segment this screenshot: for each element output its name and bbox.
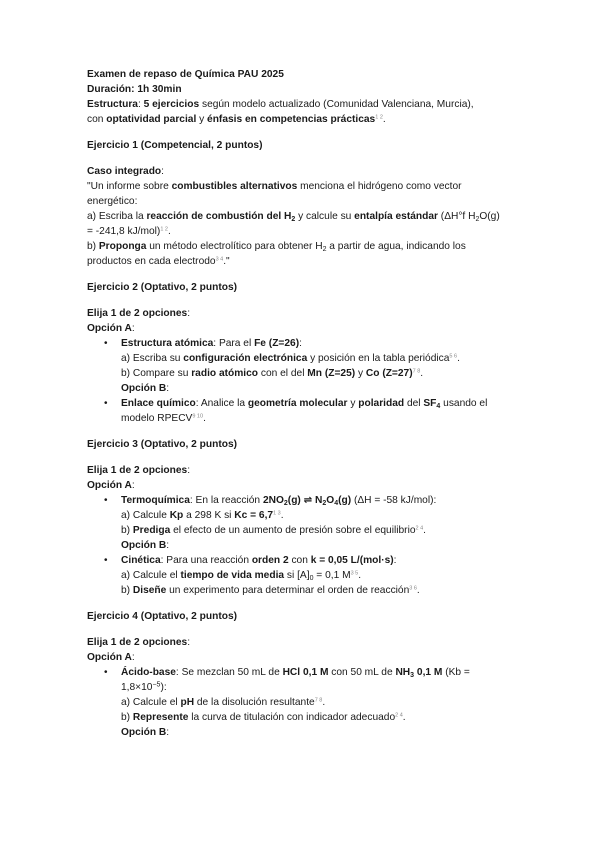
ex4-item-a-kb: (Kb = <box>442 667 470 678</box>
ex1-a-sub: 2 <box>291 216 296 223</box>
exam-title: Examen de repaso de Química PAU 2025 <box>87 69 284 80</box>
ex2-option-b <box>87 381 539 396</box>
ex3-c-end: . <box>358 570 362 581</box>
ex4-b-end: . <box>402 712 406 723</box>
ex4-option-a <box>87 650 539 665</box>
ex4-b-bold: Represente <box>132 712 189 723</box>
ex3-b-end: . <box>423 525 426 536</box>
ex3-opt-a-colon: : <box>131 480 135 491</box>
ex2-opt-a-label: Opción A <box>87 323 132 334</box>
ex4-a-bold: pH <box>180 697 195 708</box>
ex2-item-a-bold2: Fe (Z=26) <box>254 338 300 349</box>
ex1-case-line <box>87 164 539 179</box>
ex2-item-b-line-2 <box>87 411 539 426</box>
ex3-option-a <box>87 478 539 493</box>
ex4-item-a-line-2 <box>87 680 539 695</box>
ex1-b-bold: Proponga <box>98 241 147 252</box>
ex2-choose <box>87 306 539 321</box>
ex3-reaction-r1-sub: 2 <box>283 500 288 507</box>
ex1-b-mid: un método electrolítico para obtener H <box>146 241 323 252</box>
ex3-b-rest: el efecto de un aumento de presión sobre el equilibrio <box>170 525 416 536</box>
ex3-choose-text: Elija 1 de 2 opciones <box>87 465 188 476</box>
ex2-item-a-mid: : Para el <box>213 338 255 349</box>
ex2-b-bold2: Mn (Z=25) <box>307 368 356 379</box>
ex3-c-val: = 0,1 M <box>313 570 351 581</box>
citation-ref[interactable]: 2 4 <box>395 712 403 719</box>
structure-enfasis: énfasis en competencias prácticas <box>207 114 376 125</box>
ex2-item-b-mid: : Analice la <box>195 398 248 409</box>
duration-label: Duración <box>87 84 132 95</box>
ex3-reaction-r3: O <box>326 495 335 506</box>
ex3-a-pre: a) Calcule <box>121 510 170 521</box>
ex1-b-prefix: b) <box>87 241 99 252</box>
ex3-item-a <box>87 493 539 508</box>
ex2-a-end: . <box>457 353 460 364</box>
ex3-reaction-r1: 2NO <box>262 495 284 506</box>
citation-ref[interactable]: 7 8 <box>314 697 323 704</box>
ex1-case-colon: : <box>161 166 164 177</box>
ex4-a-pre: a) Calcule el <box>121 697 181 708</box>
ex2-item-b <box>87 396 539 411</box>
ex4-choose-colon: : <box>187 637 191 648</box>
bullet-icon: • <box>104 667 108 678</box>
ex1-quote-a: "Un informe sobre <box>87 181 172 192</box>
ex2-opt-b-colon: : <box>166 383 170 394</box>
ex2-item-b-sub: 4 <box>436 403 441 410</box>
ex3-a-bold2: Kc = 6,7 <box>234 510 274 521</box>
ex4-item-a-line2end: ): <box>160 682 167 693</box>
ex3-item-a-mid: : En la reacción <box>189 495 263 506</box>
ex2-item-a <box>87 336 539 351</box>
ex2-item-b-bold4: SF <box>423 398 437 409</box>
ex3-a-mid: a 298 K si <box>183 510 235 521</box>
ex1-a-sub2: 2 <box>475 216 480 223</box>
ex2-b-end: . <box>420 368 424 379</box>
ex3-item-b-mid: : Para una reacción <box>160 555 252 566</box>
structure-line <box>87 97 539 112</box>
ex1-part-b <box>87 239 539 254</box>
ex1-part-a-line-2 <box>87 224 539 239</box>
ex3-part-b <box>87 523 539 538</box>
ex2-part-b <box>87 366 539 381</box>
citation-ref[interactable]: 1 2 <box>375 114 383 121</box>
citation-ref[interactable]: 1 3 <box>273 510 281 517</box>
ex2-item-b-bold2: geometría molecular <box>247 398 348 409</box>
ex4-b-rest: la curva de titulación con indicador adecuado <box>188 712 396 723</box>
ex2-option-a <box>87 321 539 336</box>
ex4-item-a-mid: : Se mezclan 50 mL de <box>175 667 283 678</box>
ex1-quote-line <box>87 179 539 194</box>
ex2-a-pre: a) Escriba su <box>121 353 184 364</box>
ex3-a-bold: Kp <box>169 510 184 521</box>
ex4-item-a <box>87 665 539 680</box>
ex4-item-a-bold3b: 0,1 M <box>414 667 443 678</box>
ex1-b-line2: productos en cada electrodo <box>87 256 216 267</box>
ex1-a-paren2: O(g) <box>479 211 500 222</box>
ex3-option-b <box>87 538 539 553</box>
ex2-choose-text: Elija 1 de 2 opciones <box>87 308 188 319</box>
ex2-item-b-and: y <box>347 398 359 409</box>
citation-ref[interactable]: 3 4 <box>215 256 224 263</box>
ex1-b-rest: a partir de agua, indicando los <box>326 241 466 252</box>
ex2-b-pre: b) Compare su <box>121 368 192 379</box>
ex1-a-line2: = -241,8 kJ/mol) <box>87 226 161 237</box>
ex2-item-b-line2: modelo RPECV <box>121 413 193 424</box>
ex3-item-b-end: : <box>393 555 397 566</box>
ex1-a-end: . <box>167 226 171 237</box>
citation-ref[interactable]: 9 10 <box>192 413 204 420</box>
ex2-item-b-bold3: polaridad <box>358 398 405 409</box>
ex3-d-pre: b) <box>121 585 133 596</box>
ex3-part-a <box>87 508 539 523</box>
ex3-reaction-r4: (g) <box>338 495 352 506</box>
ex2-b-bold: radio atómico <box>191 368 259 379</box>
ex4-part-b <box>87 710 539 725</box>
ex1-part-a <box>87 209 539 224</box>
bullet-icon: • <box>104 398 108 409</box>
ex1-a-bold1: reacción de combustión del H <box>146 211 292 222</box>
ex4-choose <box>87 635 539 650</box>
ex4-b-pre: b) <box>121 712 133 723</box>
ex3-opt-b-label: Opción B <box>121 540 167 551</box>
structure-con: con <box>87 114 107 125</box>
ex4-item-a-exp: −5 <box>152 681 161 689</box>
ex2-item-a-bold: Estructura atómica <box>121 338 214 349</box>
ex3-c-pre: a) Calcule el <box>121 570 181 581</box>
citation-ref[interactable]: 5 6 <box>449 353 458 360</box>
ex4-title: Ejercicio 4 (Optativo, 2 puntos) <box>87 611 238 622</box>
ex2-b-mid: con el del <box>258 368 308 379</box>
ex1-b-sub: 2 <box>322 246 327 253</box>
ex2-part-a <box>87 351 539 366</box>
ex4-a-rest: de la disolución resultante <box>194 697 315 708</box>
ex3-part-d <box>87 583 539 598</box>
ex2-title: Ejercicio 2 (Optativo, 2 puntos) <box>87 282 238 293</box>
ex2-a-rest: y posición en la tabla periódica <box>307 353 450 364</box>
ex4-opt-b-label: Opción B <box>121 727 167 738</box>
ex4-a-end: . <box>322 697 326 708</box>
ex3-reaction-r3-sub: 4 <box>334 500 339 507</box>
ex2-opt-b-label: Opción B <box>121 383 167 394</box>
ex3-b-pre: b) <box>121 525 133 536</box>
citation-ref[interactable]: 3 5 <box>350 570 359 577</box>
ex1-quote-c: menciona el hidrógeno como vector <box>297 181 462 192</box>
ex3-c-mid: si [A] <box>284 570 310 581</box>
structure-end: . <box>382 114 386 125</box>
ex2-item-b-rest: usando el <box>440 398 488 409</box>
ex3-reaction-r2: (g) ⇌ N <box>287 495 323 506</box>
ex3-opt-a-label: Opción A <box>87 480 132 491</box>
ex3-b-bold: Prediga <box>132 525 171 536</box>
ex2-choose-colon: : <box>187 308 191 319</box>
ex1-quote-b: combustibles alternativos <box>171 181 298 192</box>
ex1-a-prefix: a) Escriba la <box>87 211 147 222</box>
ex3-d-end: . <box>416 585 420 596</box>
ex3-opt-b-colon: : <box>166 540 170 551</box>
bullet-icon: • <box>104 555 108 566</box>
ex4-item-a-bold: Ácido-base <box>121 667 176 678</box>
ex4-opt-a-colon: : <box>131 652 135 663</box>
citation-ref[interactable]: 3 6 <box>409 585 417 592</box>
ex1-b-end: ." <box>223 256 230 267</box>
ex1-a-bold2: entalpía estándar <box>354 211 438 222</box>
structure-and: y <box>196 114 208 125</box>
ex3-c-sub: 0 <box>309 575 314 582</box>
duration-line <box>87 82 539 97</box>
ex1-title: Ejercicio 1 (Competencial, 2 puntos) <box>87 140 263 151</box>
ex1-quote-line-2: energético: <box>87 196 138 207</box>
structure-line-2 <box>87 112 539 127</box>
ex1-a-mid: y calcule su <box>295 211 355 222</box>
ex1-a-paren: (ΔH°f H <box>437 211 476 222</box>
ex2-item-b-end: . <box>203 413 206 424</box>
citation-ref[interactable]: 2 4 <box>415 525 424 532</box>
structure-colon: : <box>137 99 144 110</box>
structure-rest: según modelo actualizado (Comunidad Valenciana, Murcia), <box>199 99 474 110</box>
ex3-item-a-dh: (ΔH = -58 kJ/mol): <box>351 495 437 506</box>
ex3-d-bold: Diseñe <box>132 585 167 596</box>
ex4-opt-b-colon: : <box>166 727 170 738</box>
ex3-title: Ejercicio 3 (Optativo, 2 puntos) <box>87 439 238 450</box>
ex4-item-a-bold2: HCl 0,1 M <box>282 667 329 678</box>
ex3-item-b-bold: Cinética <box>121 555 161 566</box>
ex2-a-bold: configuración electrónica <box>183 353 308 364</box>
ex2-b-bold3: Co (Z=27) <box>365 368 413 379</box>
ex2-item-a-end: : <box>299 338 302 349</box>
ex4-item-a-con: con 50 mL de <box>328 667 396 678</box>
citation-ref[interactable]: 1 2 <box>160 226 168 233</box>
citation-ref[interactable]: 7 8 <box>412 368 421 375</box>
structure-label: Estructura <box>87 99 138 110</box>
structure-optatividad: optatividad parcial <box>106 114 197 125</box>
ex2-item-b-bold: Enlace químico <box>121 398 196 409</box>
ex4-item-a-sub: 3 <box>410 672 415 679</box>
ex4-item-a-line2: 1,8×10 <box>121 682 153 693</box>
ex1-case-label: Caso integrado <box>87 166 162 177</box>
ex3-item-b <box>87 553 539 568</box>
ex3-item-b-bold3: k = 0,05 L/(mol·s) <box>310 555 394 566</box>
structure-count: 5 ejercicios <box>143 99 200 110</box>
ex3-choose <box>87 463 539 478</box>
ex1-part-b-line-2 <box>87 254 539 269</box>
ex4-item-a-bold3: NH <box>395 667 411 678</box>
ex4-part-a <box>87 695 539 710</box>
ex3-a-end: . <box>280 510 284 521</box>
ex3-c-bold: tiempo de vida media <box>180 570 285 581</box>
ex4-option-b <box>87 725 539 740</box>
ex3-item-b-con: con <box>288 555 311 566</box>
ex3-reaction-r2-sub: 2 <box>322 500 327 507</box>
ex2-opt-a-colon: : <box>131 323 135 334</box>
ex3-d-rest: un experimento para determinar el orden de reacción <box>166 585 410 596</box>
ex4-opt-a-label: Opción A <box>87 652 132 663</box>
duration-value: : 1h 30min <box>131 84 182 95</box>
ex3-item-a-bold: Termoquímica <box>121 495 190 506</box>
ex3-choose-colon: : <box>187 465 191 476</box>
ex2-item-b-del: del <box>404 398 424 409</box>
ex2-b-and: y <box>355 368 366 379</box>
ex3-item-b-bold2: orden 2 <box>251 555 289 566</box>
bullet-icon: • <box>104 495 108 506</box>
ex4-choose-text: Elija 1 de 2 opciones <box>87 637 188 648</box>
bullet-icon: • <box>104 338 108 349</box>
ex3-part-c <box>87 568 539 583</box>
